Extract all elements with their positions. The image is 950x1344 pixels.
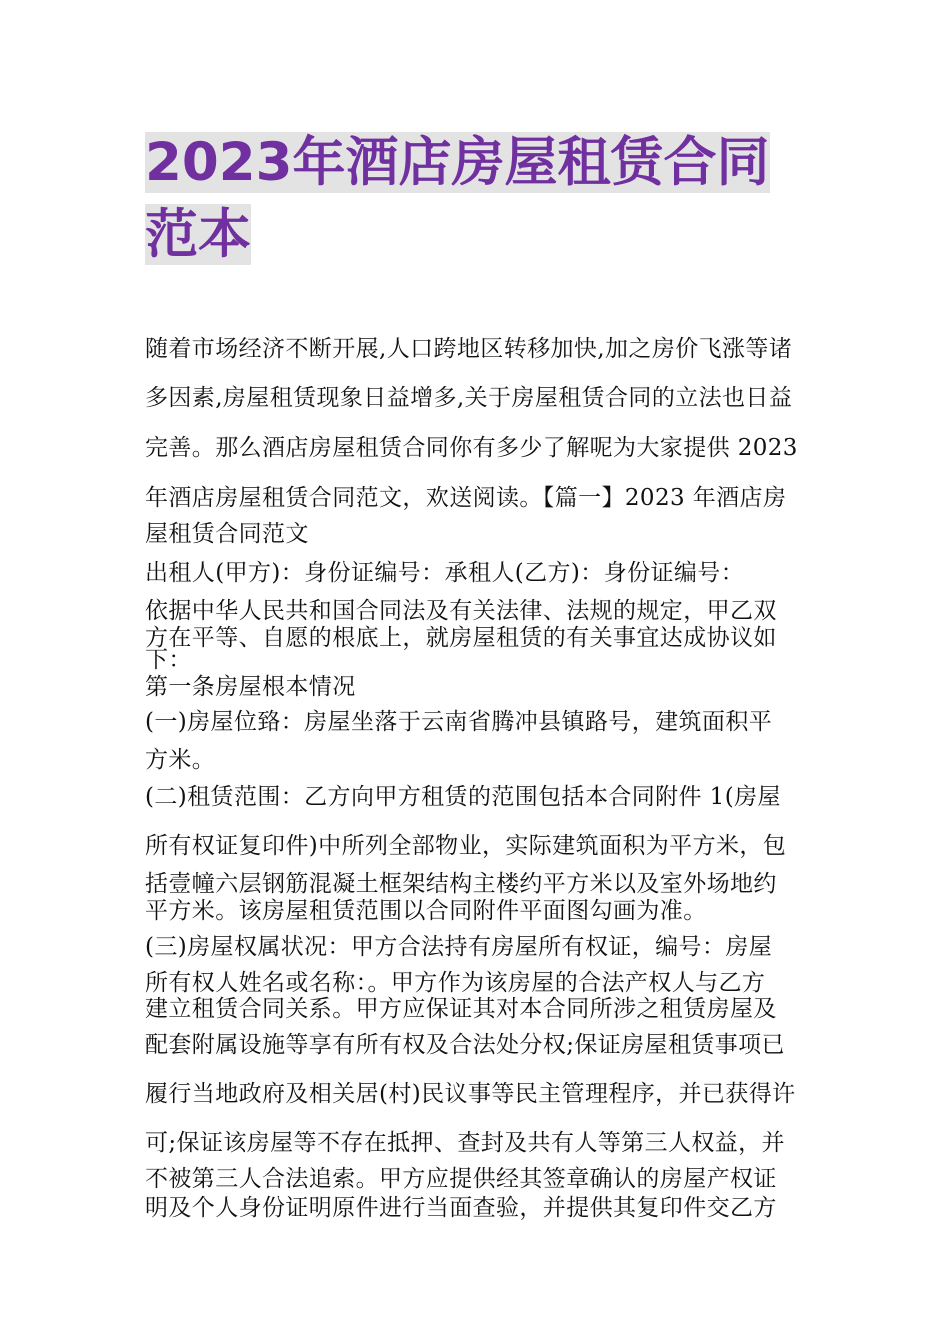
body-text-line: 年酒店房屋租赁合同范文，欢送阅读。【篇一】2023 年酒店房 (145, 485, 787, 511)
body-text-line: 随着市场经济不断开展,人口跨地区转移加快,加之房价飞涨等诸 (145, 336, 793, 362)
body-text-line: 出租人(甲方)：身份证编号：承租人(乙方)：身份证编号： (145, 560, 745, 586)
body-text-line: (一)房屋位臵：房屋坐落于云南省腾冲县镇路号，建筑面积平 (145, 709, 773, 735)
body-text-line: 建立租赁合同关系。甲方应保证其对本合同所涉之租赁房屋及 (145, 996, 777, 1022)
body-text-line: 括壹幢六层钢筋混凝土框架结构主楼约平方米以及室外场地约 (145, 871, 777, 897)
body-text-line: 配套附属设施等享有所有权及合法处分权;保证房屋租赁事项已 (145, 1032, 785, 1058)
body-text-line: 依据中华人民共和国合同法及有关法律、法规的规定，甲乙双 (145, 598, 777, 624)
body-text-line: 屋租赁合同范文 (145, 521, 309, 547)
title-highlight: 范本 (145, 204, 251, 265)
body-text-line: 完善。那么酒店房屋租赁合同你有多少了解呢为大家提供 2023 (145, 435, 798, 461)
document-title-line-1 (145, 127, 810, 199)
body-text-line: 方米。 (145, 747, 216, 773)
body-text-line: 明及个人身份证明原件进行当面查验，并提供其复印件交乙方 (145, 1195, 777, 1221)
body-text-line: 履行当地政府及相关居(村)民议事等民主管理程序，并已获得许 (145, 1081, 796, 1107)
body-text-line: 可;保证该房屋等不存在抵押、查封及共有人等第三人权益，并 (145, 1130, 785, 1156)
title-highlight: 2023年酒店房屋租赁合同 (145, 132, 770, 193)
body-text-line: 平方米。该房屋租赁范围以合同附件平面图勾画为准。 (145, 898, 707, 924)
body-text-line: 不被第三人合法追索。甲方应提供经其签章确认的房屋产权证 (145, 1166, 777, 1192)
document-title-line-2 (145, 199, 810, 271)
body-text-line: 所有权人姓名或名称：。甲方作为该房屋的合法产权人与乙方 (145, 970, 766, 996)
body-text-line: 下： (145, 647, 192, 673)
body-text-line: 方在平等、自愿的根底上，就房屋租赁的有关事宜达成协议如 (145, 625, 777, 651)
body-text-line: 多因素,房屋租赁现象日益增多,关于房屋租赁合同的立法也日益 (145, 385, 793, 411)
body-text-line: (三)房屋权属状况：甲方合法持有房屋所有权证，编号：房屋 (145, 934, 773, 960)
body-text-line: 第一条房屋根本情况 (145, 674, 356, 700)
body-text-line: 所有权证复印件)中所列全部物业，实际建筑面积为平方米，包 (145, 833, 787, 859)
body-text-line: (二)租赁范围：乙方向甲方租赁的范围包括本合同附件 1(房屋 (145, 784, 781, 810)
